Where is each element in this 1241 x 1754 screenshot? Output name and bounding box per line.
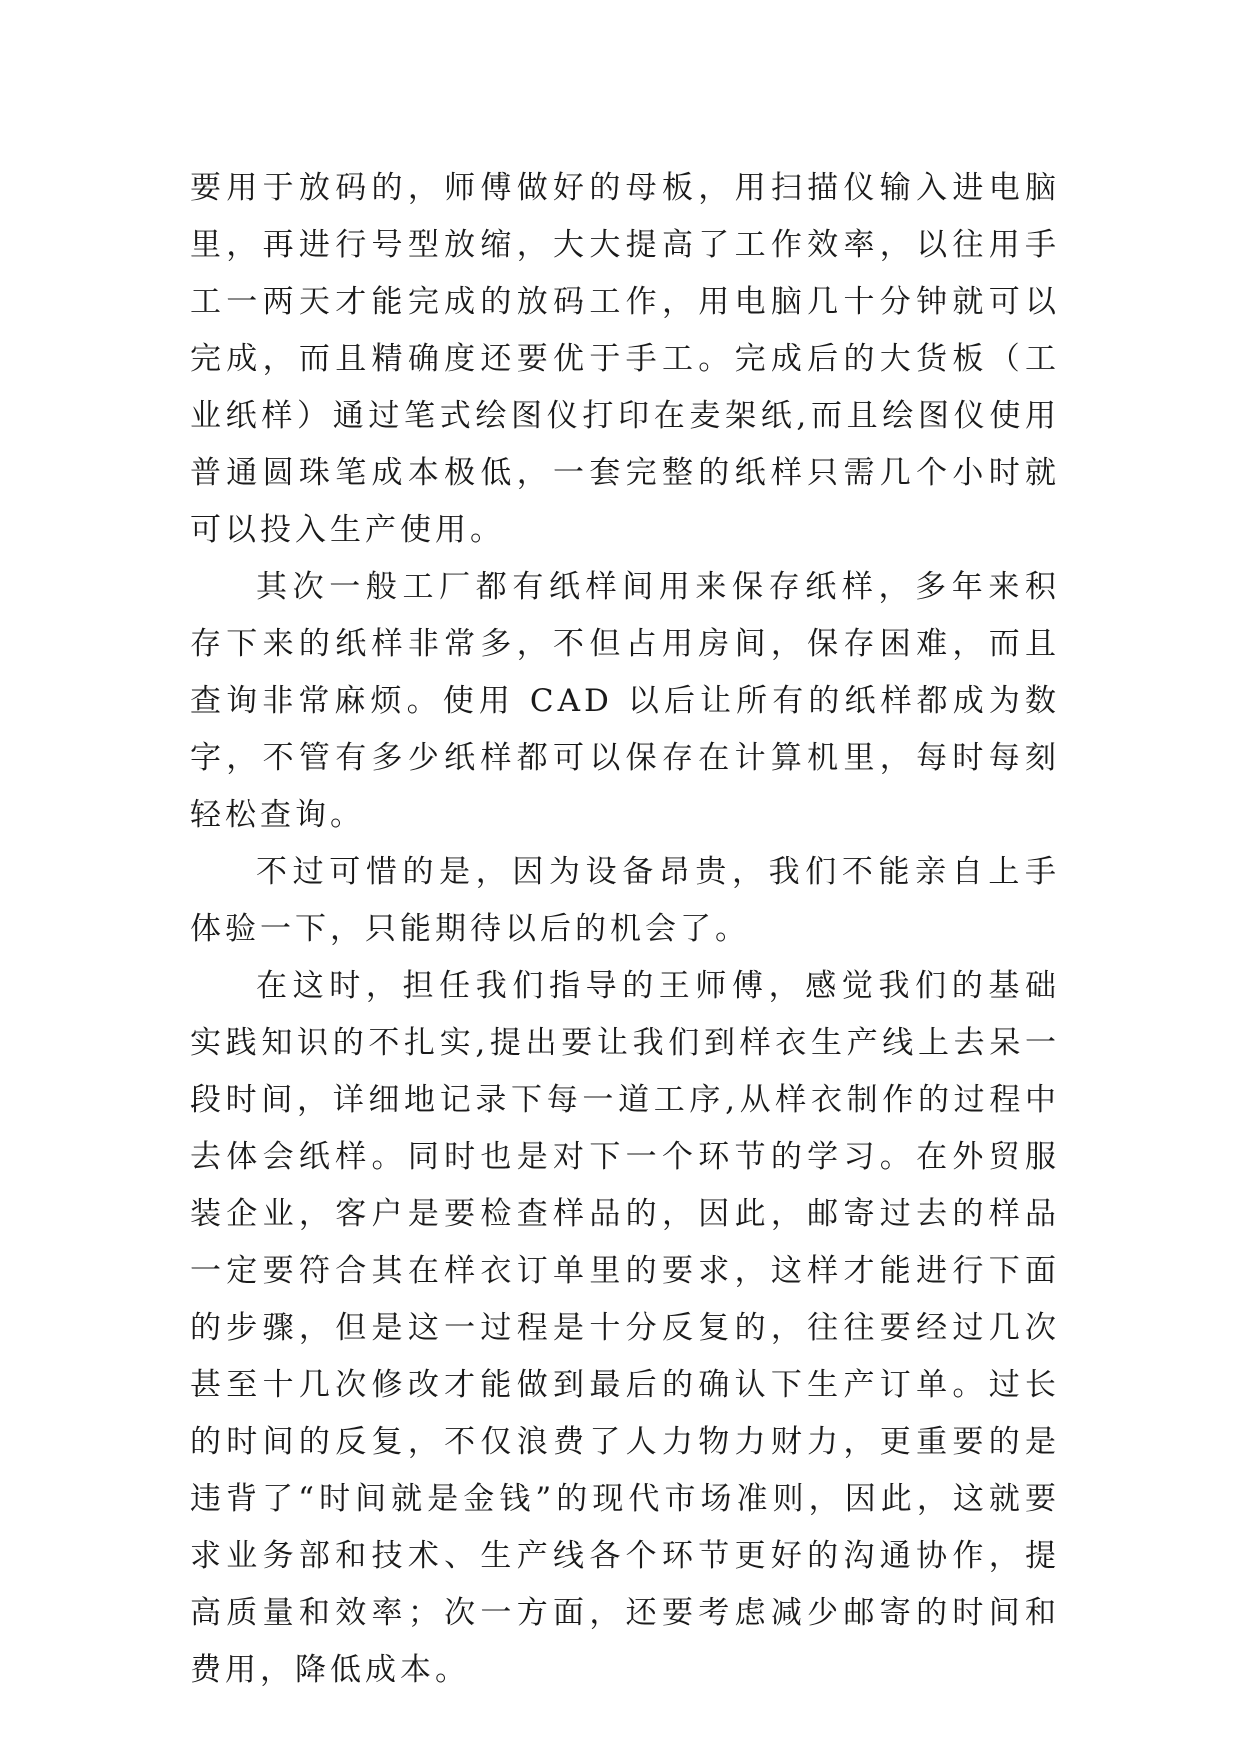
paragraph-continuation: 要用于放码的，师傅做好的母板，用扫描仪输入进电脑里，再进行号型放缩，大大提高了工作效率，以往用手工一两天才能完成的放码工作，用电脑几十分钟就可以完成，而且精确度还要优于手工。完成后的大货板（工业纸样）通过笔式绘图仪打印在麦架纸,而且绘图仪使用普通圆珠笔成本极低，一套完整的纸样只需几个小时就可以投入生产使用。 xyxy=(190,170,1060,548)
paragraph-sample-production: 在这时，担任我们指导的王师傅，感觉我们的基础实践知识的不扎实,提出要让我们到样衣生产线上去呆一段时间，详细地记录下每一道工序,从样衣制作的过程中去体会纸样。同时也是对下一个环节的学习。在外贸服装企业，客户是要检查样品的，因此，邮寄过去的样品一定要符合其在样衣订单里的要求，这样才能进行下面的步骤，但是这一过程是十分反复的，往往要经过几次甚至十几次修改才能做到最后的确认下生产订单。过长的时间的反复，不仅浪费了人力物力财力，更重要的是违背了“时间就是金钱”的现代市场准则，因此，这就要求业务部和技术、生产线各个环节更好的沟通协作，提高质量和效率；次一方面，还要考虑减少邮寄的时间和费用，降低成本。 xyxy=(190,968,1060,1688)
paragraph-pattern-storage: 其次一般工厂都有纸样间用来保存纸样，多年来积存下来的纸样非常多，不但占用房间，保存困难，而且查询非常麻烦。使用 CAD 以后让所有的纸样都成为数字，不管有多少纸样都可以保存在计算机里，每时每刻轻松查询。 xyxy=(190,569,1060,833)
document-body xyxy=(190,160,1060,1699)
paragraph-equipment-cost: 不过可惜的是，因为设备昂贵，我们不能亲自上手体验一下，只能期待以后的机会了。 xyxy=(190,854,1060,947)
